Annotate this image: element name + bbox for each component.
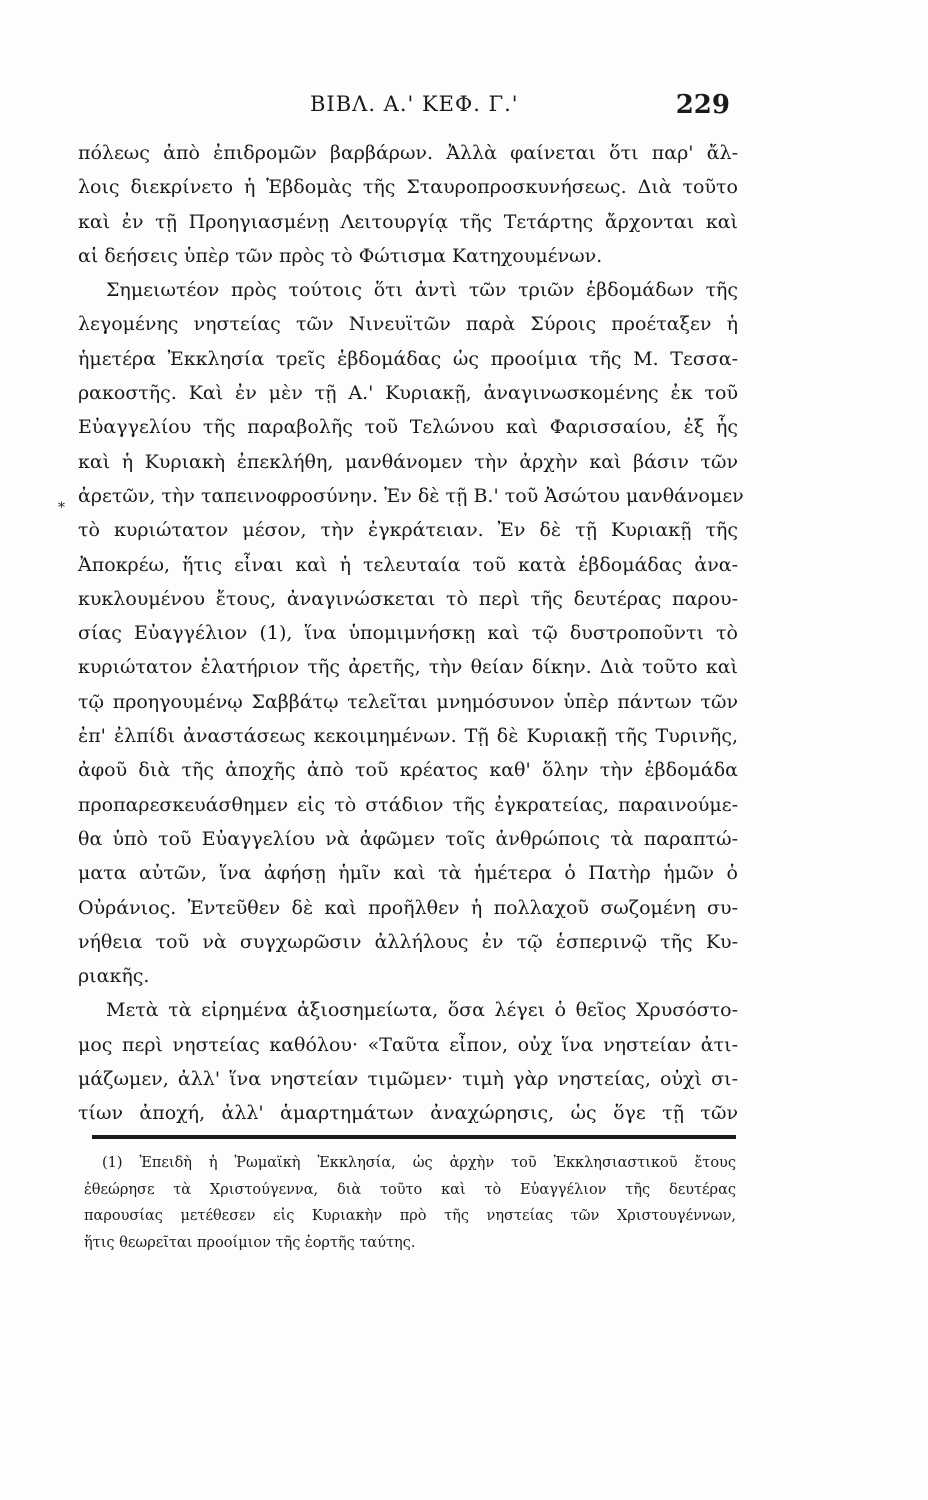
text-line: θα ὑπὸ τοῦ Εὐαγγελίου νὰ ἀφῶμεν τοῖς ἀνθρώποις τὰ παραπτώ- [78,827,738,850]
footnotes [84,1150,736,1256]
text-line: κυκλουμένου ἔτους, ἀναγινώσκεται τὸ περὶ τῆς δευτέρας παρου- [78,587,738,610]
text-line: λεγομένης νηστείας τῶν Νινευϊτῶν παρὰ Σύροις προέταξεν ἡ [78,313,738,336]
running-head [80,92,730,126]
text-line: ἡμετέρα Ἐκκλησία τρεῖς ἑβδομάδας ὡς προοίμια τῆς Μ. Τεσσα- [78,347,738,370]
text-line: τὸ κυριώτατον μέσον, τὴν ἐγκράτειαν. Ἐν δὲ τῇ Κυριακῇ τῆς [78,519,738,542]
text-line: ἀρετῶν, τὴν ταπεινοφροσύνην. Ἐν δὲ τῇ Β.' τοῦ Ἀσώτου μανθάνομεν [78,484,744,507]
text-line: αἱ δεήσεις ὑπὲρ τῶν πρὸς τὸ Φώτισμα Κατηχουμένων. [78,244,603,267]
text-line: σίας Εὐαγγέλιον (1), ἵνα ὑπομιμνήσκῃ καὶ τῷ δυστροποῦντι τὸ [78,622,738,645]
text-line: κυριώτατον ἐλατήριον τῆς ἀρετῆς, τὴν θείαν δίκην. Διὰ τοῦτο καὶ [78,656,738,679]
paragraph-start-line: Σημειωτέον πρὸς τούτοις ὅτι ἀντὶ τῶν τριῶν ἑβδομάδων τῆς [106,279,738,302]
text-line: προπαρεσκευάσθημεν εἰς τὸ στάδιον τῆς ἐγκρατείας, παραινούμε- [78,793,738,816]
text-line: πόλεως ἀπὸ ἐπιδρομῶν βαρβάρων. Ἀλλὰ φαίνεται ὅτι παρ' ἄλ- [78,142,738,164]
text-line: καὶ ἐν τῇ Προηγιασμένῃ Λειτουργίᾳ τῆς Τετάρτης ἄρχονται καὶ [78,210,738,233]
text-line: τίων ἀποχή, ἀλλ' ἁμαρτημάτων ἀναχώρησις, ὡς ὅγε τῇ τῶν [78,1102,738,1125]
footnote-line: (1) Ἐπειδὴ ἡ Ῥωμαϊκὴ Ἐκκλησία, ὡς ἀρχὴν τοῦ Ἐκκλησιαστικοῦ ἔτους [102,1155,736,1171]
footnote-rule [92,1135,736,1139]
body-text [78,136,744,1131]
footnote-line: ἐθεώρησε τὰ Χριστούγεννα, διὰ τοῦτο καὶ τὸ Εὐαγγέλιον τῆς δευτέρας [84,1181,736,1198]
text-line: ρακοστῆς. Καὶ ἐν μὲν τῇ Α.' Κυριακῇ, ἀναγινωσκομένης ἐκ τοῦ [78,382,738,405]
text-line: λοις διεκρίνετο ἡ Ἑβδομὰς τῆς Σταυροπροσκυνήσεως. Διὰ τοῦτο [78,176,738,199]
text-line: μος περὶ νηστείας καθόλου· «Ταῦτα εἶπον, οὐχ ἵνα νηστείαν ἀτι- [78,1033,738,1056]
text-line: ἀφοῦ διὰ τῆς ἀποχῆς ἀπὸ τοῦ κρέατος καθ' ὅλην τὴν ἑβδομάδα [78,759,738,782]
text-line: ριακῆς. [78,965,150,988]
footnote-line: παρουσίας μετέθεσεν εἰς Κυριακὴν πρὸ τῆς νηστείας τῶν Χριστουγέννων, [84,1208,736,1224]
text-line: ματα αὐτῶν, ἵνα ἀφήσῃ ἡμῖν καὶ τὰ ἡμέτερα ὁ Πατὴρ ἡμῶν ὁ [78,862,738,885]
footnote-line: ἥτις θεωρεῖται προοίμιον τῆς ἑορτῆς ταύτης. [84,1234,416,1251]
text-line: νήθεια τοῦ νὰ συγχωρῶσιν ἀλλήλους ἐν τῷ ἑσπερινῷ τῆς Κυ- [78,930,738,953]
text-line: τῷ προηγουμένῳ Σαββάτῳ τελεῖται μνημόσυνον ὑπὲρ πάντων τῶν [78,690,738,713]
margin-mark: * [58,500,65,516]
text-line: καὶ ἡ Κυριακὴ ἐπεκλήθη, μανθάνομεν τὴν ἀρχὴν καὶ βάσιν τῶν [78,450,738,473]
text-line: Οὐράνιος. Ἐντεῦθεν δὲ καὶ προῆλθεν ἡ πολλαχοῦ σωζομένη συ- [78,896,738,919]
text-line: μάζωμεν, ἀλλ' ἵνα νηστείαν τιμῶμεν· τιμὴ γὰρ νηστείας, οὐχὶ σι- [78,1068,738,1091]
paragraph-start-line: Μετὰ τὰ εἰρημένα ἀξιοσημείωτα, ὅσα λέγει ὁ θεῖος Χρυσόστο- [106,999,738,1022]
text-line: Εὐαγγελίου τῆς παραβολῆς τοῦ Τελώνου καὶ Φαρισσαίου, ἐξ ἧς [78,416,738,439]
text-line: ἐπ' ἐλπίδι ἀναστάσεως κεκοιμημένων. Τῇ δὲ Κυριακῇ τῆς Τυρινῆς, [78,725,738,748]
page-number: 229 [675,90,730,120]
text-line: Ἀποκρέω, ἥτις εἶναι καὶ ἡ τελευταία τοῦ κατὰ ἑβδομάδας ἀνα- [78,553,738,576]
running-head-title: ΒΙΒΛ. Α.' ΚΕΦ. Γ.' [310,92,519,116]
